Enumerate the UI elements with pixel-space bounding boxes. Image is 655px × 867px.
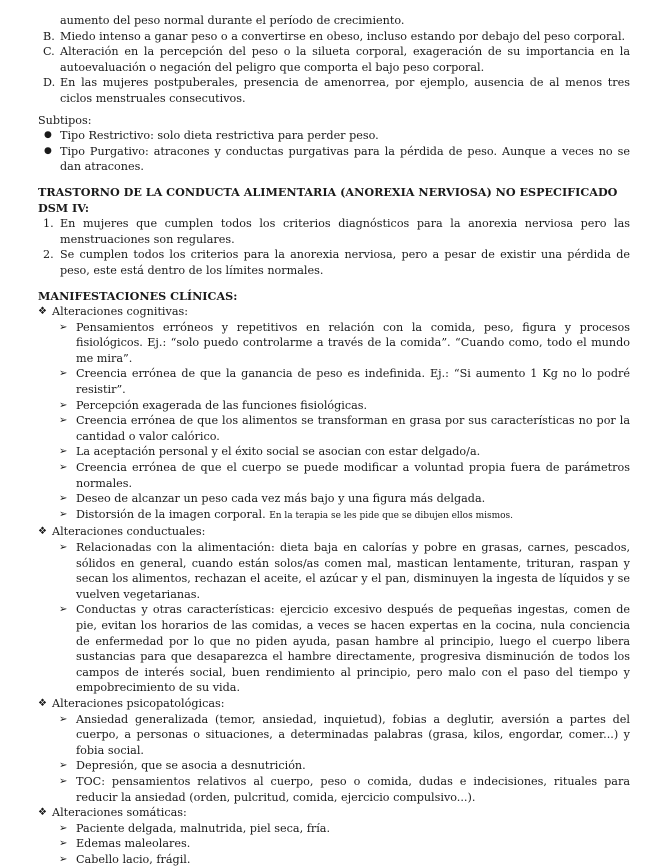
list-item: ➢ La aceptación personal y el éxito social se asocian con estar delgado/a. bbox=[59, 445, 481, 459]
somatic-list bbox=[38, 821, 630, 867]
arrow-bullet-icon: ➢ bbox=[59, 508, 68, 520]
arrow-bullet-icon: ➢ bbox=[59, 838, 68, 850]
tca-item: 1. En mujeres que cumplen todos los criterios diagnósticos para la anorexia nerviosa pero las menstruaciones son regulares. bbox=[43, 217, 630, 246]
tca-heading: TRASTORNO DE LA CONDUCTA ALIMENTARIA (ANOREXIA NERVIOSA) NO ESPECIFICADO DSM IV: bbox=[38, 184, 618, 215]
arrow-bullet-icon: ➢ bbox=[59, 775, 68, 787]
list-item: ➢ Creencia errónea de que el cuerpo se puede modificar a voluntad propia fuera de parámetros normales. bbox=[59, 461, 630, 490]
category-somatic: ❖ Alteraciones somáticas: bbox=[38, 806, 187, 820]
diamond-bullet-icon: ❖ bbox=[38, 526, 47, 538]
list-item: ➢ Deseo de alcanzar un peso cada vez más bajo y una figura más delgada. bbox=[59, 492, 486, 506]
list-item: ➢ Conductas y otras características: ejercicio excesivo después de pequeñas ingestas, comen de pie, evitan los horarios de las comidas, a veces se hacen expertas en la cocina, nula conciencia de enfermedad por lo que no piden ayuda, pasan hambre al principio, luego el cuerpo libera sustancias para que desaparezca el hambre directamente, progresiva disminución de todos los campos de interés social, buen rendimiento al principio, pero malo con el paso del tiempo y empobrecimiento de su vida. bbox=[59, 603, 630, 695]
list-item: ➢ Cabello lacio, frágil. bbox=[59, 852, 191, 866]
tca-marker: 2. bbox=[43, 248, 54, 262]
list-item: ➢ Depresión, que se asocia a desnutrición. bbox=[59, 759, 306, 773]
arrow-bullet-icon: ➢ bbox=[59, 446, 68, 458]
category-psychopathological: ❖ Alteraciones psicopatológicas: bbox=[38, 696, 225, 710]
tca-list bbox=[38, 216, 630, 278]
list-item: ➢ Creencia errónea de que la ganancia de peso es indefinida. Ej.: “Si aumento 1 Kg no lo podré resistir”. bbox=[59, 367, 630, 397]
arrow-bullet-icon: ➢ bbox=[59, 462, 68, 474]
criterion-item: C. Alteración en la percepción del peso o la silueta corporal, exageración de su importancia en la autoevaluación o negación del peligro que comporta el bajo peso corporal. bbox=[43, 45, 630, 74]
behavioral-list bbox=[38, 540, 630, 696]
arrow-bullet-icon: ➢ bbox=[59, 604, 68, 616]
arrow-bullet-icon: ➢ bbox=[59, 760, 68, 772]
list-item: ➢ Distorsión de la imagen corporal. En la terapia se les pide que se dibujen ellos mismos. bbox=[59, 507, 514, 521]
criteria-list bbox=[38, 29, 630, 107]
criterion-marker: B. bbox=[43, 29, 55, 43]
list-item: ➢ Pensamientos erróneos y repetitivos en relación con la comida, peso, figura y procesos fisiológicos. Ej.: “solo puedo controlarme a través de la comida”. “Cuando como, todo el mundo me mira”. bbox=[59, 320, 630, 365]
arrow-bullet-icon: ➢ bbox=[59, 822, 68, 834]
arrow-bullet-icon: ➢ bbox=[59, 321, 68, 333]
cognitive-list bbox=[38, 320, 630, 525]
arrow-bullet-icon: ➢ bbox=[59, 368, 68, 380]
list-item: ➢ Relacionadas con la alimentación: dieta baja en calorías y pobre en grasas, carnes, pescados, sólidos en general, cuando están solos/as comen mal, mastican lentamente, trituran, raspan y secan los alimentos, rechazan el aceite, el azúcar y el pan, disminuyen la ingesta de líquidos y se vuelven vegetarianas. bbox=[59, 541, 630, 601]
subtype-item: ● Tipo Purgativo: atracones y conductas purgativas para la pérdida de peso. Aunque a veces no se dan atracones. bbox=[44, 144, 630, 174]
arrow-bullet-icon: ➢ bbox=[59, 415, 68, 427]
tca-item: 2. Se cumplen todos los criterios para la anorexia nerviosa, pero a pesar de existir una pérdida de peso, este está dentro de los límites normales. bbox=[43, 248, 630, 277]
criterion-item: D. En las mujeres postpuberales, presencia de amenorrea, por ejemplo, ausencia de al menos tres ciclos menstruales consecutivos. bbox=[43, 76, 630, 105]
criterion-a-continuation: aumento del peso normal durante el período de crecimiento. bbox=[60, 14, 405, 27]
therapy-note: En la terapia se les pide que se dibujen ellos mismos. bbox=[269, 510, 514, 521]
list-item: ➢ TOC: pensamientos relativos al cuerpo, peso o comida, dudas e indecisiones, rituales para reducir la ansiedad (orden, pulcritud, comida, ejercicio compulsivo...). bbox=[59, 774, 630, 804]
list-item: ➢ Paciente delgada, malnutrida, piel seca, fría. bbox=[59, 821, 331, 835]
list-item: ➢ Ansiedad generalizada (temor, ansiedad, inquietud), fobias a deglutir, aversión a partes del cuerpo, a personas o situaciones, a determinadas palabras (grasa, kilos, engordar, comer...) y fobia social. bbox=[59, 712, 630, 757]
category-behavioral: ❖ Alteraciones conductuales: bbox=[38, 525, 206, 539]
diamond-bullet-icon: ❖ bbox=[38, 807, 47, 819]
diamond-bullet-icon: ❖ bbox=[38, 697, 47, 709]
criterion-marker: C. bbox=[43, 45, 55, 59]
arrow-bullet-icon: ➢ bbox=[59, 853, 68, 865]
list-item: ➢ Creencia errónea de que los alimentos se transforman en grasa por sus características no por la cantidad o valor calórico. bbox=[59, 414, 630, 443]
category-cognitive: ❖ Alteraciones cognitivas: bbox=[38, 305, 189, 319]
bullet-icon: ● bbox=[44, 130, 52, 141]
criterion-item: B. Miedo intenso a ganar peso o a convertirse en obeso, incluso estando por debajo del peso corporal. bbox=[43, 29, 626, 43]
arrow-bullet-icon: ➢ bbox=[59, 713, 68, 725]
subtype-item: ● Tipo Restrictivo: solo dieta restrictiva para perder peso. bbox=[44, 129, 379, 143]
manifestations-heading: MANIFESTACIONES CLÍNICAS: bbox=[38, 288, 238, 303]
bullet-icon: ● bbox=[44, 145, 52, 156]
diamond-bullet-icon: ❖ bbox=[38, 306, 47, 318]
arrow-bullet-icon: ➢ bbox=[59, 493, 68, 505]
tca-marker: 1. bbox=[43, 217, 54, 231]
psychopathological-list bbox=[38, 712, 630, 806]
criterion-marker: D. bbox=[43, 76, 56, 90]
document-page bbox=[38, 13, 630, 867]
arrow-bullet-icon: ➢ bbox=[59, 542, 68, 553]
subtypes-list bbox=[38, 128, 630, 175]
list-item: ➢ Edemas maleolares. bbox=[59, 837, 191, 851]
subtypes-label: Subtipos: bbox=[38, 113, 92, 127]
arrow-bullet-icon: ➢ bbox=[59, 399, 68, 411]
list-item: ➢ Percepción exagerada de las funciones fisiológicas. bbox=[59, 398, 368, 412]
